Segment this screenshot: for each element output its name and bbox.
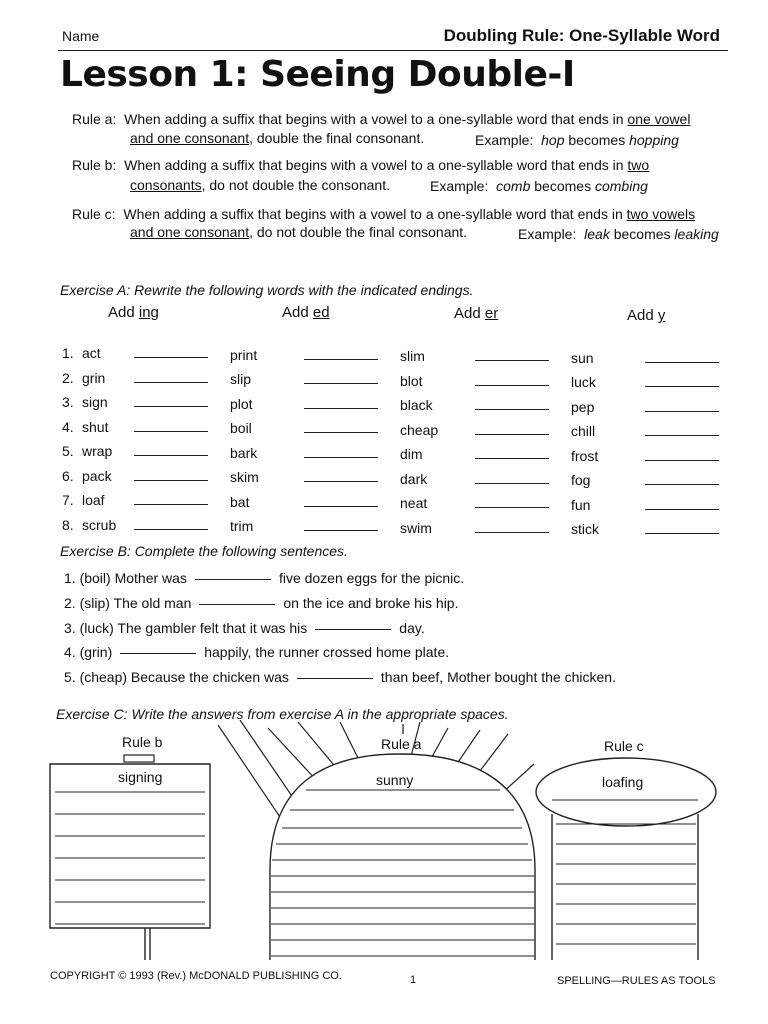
base-word: dark (400, 470, 428, 487)
sentence-end: than beef, Mother bought the chicken. (380, 669, 616, 685)
exercise-b-title: Exercise B: Complete the following sentences. (60, 543, 348, 559)
answer-blank[interactable] (475, 434, 549, 435)
answer-blank[interactable] (134, 431, 208, 432)
base-word: sign (82, 394, 108, 410)
base-word: wrap (82, 443, 113, 459)
base-word: scrub (82, 516, 117, 533)
word-item (230, 494, 249, 510)
example-result: combing (594, 178, 648, 194)
example-label: Example: (430, 178, 489, 194)
example-mid: becomes (530, 178, 595, 194)
word-item (62, 468, 112, 484)
item-number: 3. (62, 394, 74, 410)
base-word: chill (571, 423, 596, 439)
rule-a-text2: , double the final consonant. (249, 130, 425, 146)
base-word: loaf (82, 492, 105, 508)
rule-c-line1 (72, 206, 695, 222)
word-item (230, 445, 257, 461)
rule-a-example-word: sunny (376, 772, 414, 788)
rule-a-line2 (130, 130, 424, 146)
answer-blank[interactable] (645, 484, 719, 485)
answer-blank[interactable] (304, 408, 378, 409)
column-header-ed: Add ed (282, 304, 330, 321)
answer-blank[interactable] (134, 480, 208, 481)
sentence-start: 1. (boil) Mother was (64, 570, 187, 586)
example-label: Example: (518, 226, 577, 242)
sentence-start: 5. (cheap) Because the chicken was (64, 669, 289, 685)
word-item (400, 471, 427, 487)
answer-blank[interactable] (304, 383, 378, 384)
rule-c-loaf-sides (552, 814, 698, 960)
base-word: plot (230, 395, 253, 412)
sentence-end: five dozen eggs for the picnic. (278, 570, 465, 586)
answer-blank[interactable] (134, 504, 208, 505)
answer-blank[interactable] (134, 455, 208, 456)
base-word: slim (400, 348, 425, 364)
column-header-ing: Add ing (108, 304, 159, 321)
column-header-y: Add y (627, 307, 666, 324)
rule-b-example-word: signing (118, 769, 163, 785)
sentence-blank[interactable] (297, 678, 373, 679)
word-item (571, 423, 595, 439)
item-number: 6. (62, 467, 74, 484)
answer-blank[interactable] (304, 457, 378, 458)
word-item (571, 472, 590, 488)
answer-blank[interactable] (645, 411, 719, 412)
sentence-blank[interactable] (199, 604, 275, 605)
rule-b-label: Rule b: (72, 157, 117, 173)
base-word: sun (571, 349, 594, 366)
rule-a-label: Rule a: (72, 111, 117, 127)
base-word: black (400, 397, 433, 413)
name-label: Name (62, 28, 100, 44)
sentence-item (64, 570, 464, 586)
word-item (571, 374, 596, 390)
sentence-end: happily, the runner crossed home plate. (204, 644, 450, 660)
word-item (400, 422, 438, 438)
word-item (62, 443, 112, 459)
example-word: hop (541, 132, 565, 148)
base-word: boil (230, 420, 252, 436)
sentence-blank[interactable] (195, 579, 271, 580)
word-item (400, 373, 423, 389)
answer-blank[interactable] (645, 362, 719, 363)
word-item (62, 492, 105, 508)
answer-blank[interactable] (475, 483, 549, 484)
base-word: fog (571, 472, 591, 488)
answer-blank[interactable] (304, 481, 378, 482)
sentence-blank[interactable] (120, 653, 196, 654)
sentence-start: 3. (luck) The gambler felt that it was his (64, 620, 308, 636)
base-word: cheap (400, 421, 439, 438)
answer-blank[interactable] (645, 460, 719, 461)
sentence-end: on the ice and broke his hip. (283, 595, 459, 611)
base-word: slip (230, 371, 252, 387)
answer-blank[interactable] (645, 386, 719, 387)
answer-blank[interactable] (645, 435, 719, 436)
rule-b-sign (50, 764, 210, 928)
rule-b-text2: , do not double the consonant. (201, 177, 390, 193)
answer-blank[interactable] (304, 506, 378, 507)
sentence-end: day. (399, 620, 425, 636)
rule-c-text2: , do not double the final consonant. (249, 224, 468, 240)
item-number: 5. (62, 443, 74, 459)
base-word: stick (571, 521, 599, 537)
rule-c-text: When adding a suffix that begins with a vowel to a one-syllable word that ends in (123, 206, 627, 222)
rule-c-label: Rule c: (72, 206, 116, 222)
answer-blank[interactable] (134, 529, 208, 530)
base-word: shut (82, 418, 109, 435)
word-item (62, 419, 108, 435)
answer-blank[interactable] (304, 432, 378, 433)
rule-a-underline2: and one consonant (130, 130, 250, 146)
base-word: bat (230, 493, 250, 510)
base-word: swim (400, 519, 432, 536)
word-item (571, 448, 598, 464)
base-word: trim (230, 518, 254, 534)
base-word: blot (400, 372, 423, 389)
word-item (571, 521, 599, 537)
exercise-a-title: Exercise A: Rewrite the following words with the indicated endings. (60, 282, 474, 298)
rule-c-line2 (130, 224, 467, 240)
answer-blank[interactable] (475, 360, 549, 361)
rule-c-loaf-top (536, 758, 716, 826)
base-word: print (230, 346, 258, 363)
answer-blank[interactable] (475, 458, 549, 459)
rule-a-text: When adding a suffix that begins with a vowel to a one-syllable word that ends in (124, 111, 628, 127)
answer-blank[interactable] (304, 530, 378, 531)
sentence-start: 2. (slip) The old man (64, 595, 192, 611)
example-mid: becomes (564, 132, 630, 148)
answer-blank[interactable] (134, 406, 208, 407)
rule-a-underline1: one vowel (627, 111, 691, 127)
rule-c-example (518, 226, 719, 242)
rule-a-example (475, 132, 679, 148)
item-number: 2. (62, 369, 74, 386)
rule-c-example-word: loafing (602, 774, 644, 790)
rule-b-label: Rule b (122, 734, 163, 750)
example-result: hopping (629, 132, 679, 148)
base-word: dim (400, 446, 423, 462)
exercise-c-title: Exercise C: Write the answers from exercise A in the appropriate spaces. (56, 706, 509, 722)
base-word: bark (230, 444, 258, 461)
answer-blank[interactable] (475, 385, 549, 386)
exercise-c-diagram (0, 720, 768, 960)
base-word: frost (571, 447, 599, 464)
item-number: 7. (62, 492, 74, 508)
answer-blank[interactable] (475, 409, 549, 410)
answer-blank[interactable] (304, 359, 378, 360)
sentence-item (64, 620, 425, 636)
word-item (62, 517, 116, 533)
word-item (230, 469, 259, 485)
example-label: Example: (475, 132, 534, 148)
answer-blank[interactable] (645, 533, 719, 534)
item-number: 4. (62, 418, 74, 435)
word-item (62, 394, 108, 410)
sign-handle (124, 755, 154, 762)
worksheet-topic: Doubling Rule: One-Syllable Word (443, 26, 720, 45)
word-item (400, 520, 432, 536)
word-item (571, 399, 594, 415)
example-result: leaking (674, 226, 719, 242)
rule-a-line1 (72, 111, 690, 127)
rule-c-label: Rule c (604, 738, 644, 754)
header-divider (58, 50, 728, 51)
rule-b-underline2: consonants (130, 177, 202, 193)
word-item (571, 497, 590, 513)
answer-blank[interactable] (475, 532, 549, 533)
sentence-start: 4. (grin) (64, 644, 113, 660)
rule-b-line2 (130, 177, 390, 193)
example-word: leak (584, 226, 610, 242)
base-word: fun (571, 496, 591, 513)
series-title: SPELLING—RULES AS TOOLS (557, 975, 716, 987)
word-item (400, 397, 433, 413)
base-word: pack (82, 467, 112, 484)
sentence-item (64, 595, 458, 611)
item-number: 1. (62, 345, 74, 361)
word-item (400, 348, 425, 364)
sentence-blank[interactable] (315, 629, 391, 630)
rule-b-underline1: two (627, 157, 650, 173)
base-word: skim (230, 469, 259, 485)
word-item (230, 371, 251, 387)
word-item (62, 345, 101, 361)
rule-b-text: When adding a suffix that begins with a vowel to a one-syllable word that ends in (124, 157, 628, 173)
sentence-item (64, 644, 449, 660)
page-number: 1 (410, 974, 417, 986)
word-item (62, 370, 105, 386)
base-word: neat (400, 495, 428, 511)
base-word: grin (82, 369, 106, 386)
lesson-title: Lesson 1: Seeing Double-I (60, 54, 575, 95)
word-item (230, 420, 252, 436)
rule-c-underline1: two vowels (626, 206, 696, 222)
rule-b-example (430, 178, 648, 194)
answer-blank[interactable] (134, 357, 208, 358)
rule-c-underline2: and one consonant (130, 224, 250, 240)
rule-a-label: Rule a (381, 736, 422, 752)
word-item (230, 396, 253, 412)
base-word: pep (571, 398, 595, 415)
word-item (571, 350, 594, 366)
column-header-er: Add er (454, 305, 499, 322)
copyright: COPYRIGHT © 1993 (Rev.) McDONALD PUBLISHING CO. (50, 970, 342, 982)
base-word: act (82, 345, 101, 361)
answer-blank[interactable] (645, 509, 719, 510)
word-item (400, 495, 427, 511)
answer-blank[interactable] (134, 382, 208, 383)
sentence-item (64, 669, 616, 685)
base-word: luck (571, 374, 596, 390)
answer-blank[interactable] (475, 507, 549, 508)
example-word: comb (496, 178, 531, 194)
word-item (400, 446, 423, 462)
rule-b-line1 (72, 157, 649, 173)
example-mid: becomes (609, 226, 675, 242)
word-item (230, 518, 253, 534)
word-item (230, 347, 257, 363)
item-number: 8. (62, 516, 74, 533)
